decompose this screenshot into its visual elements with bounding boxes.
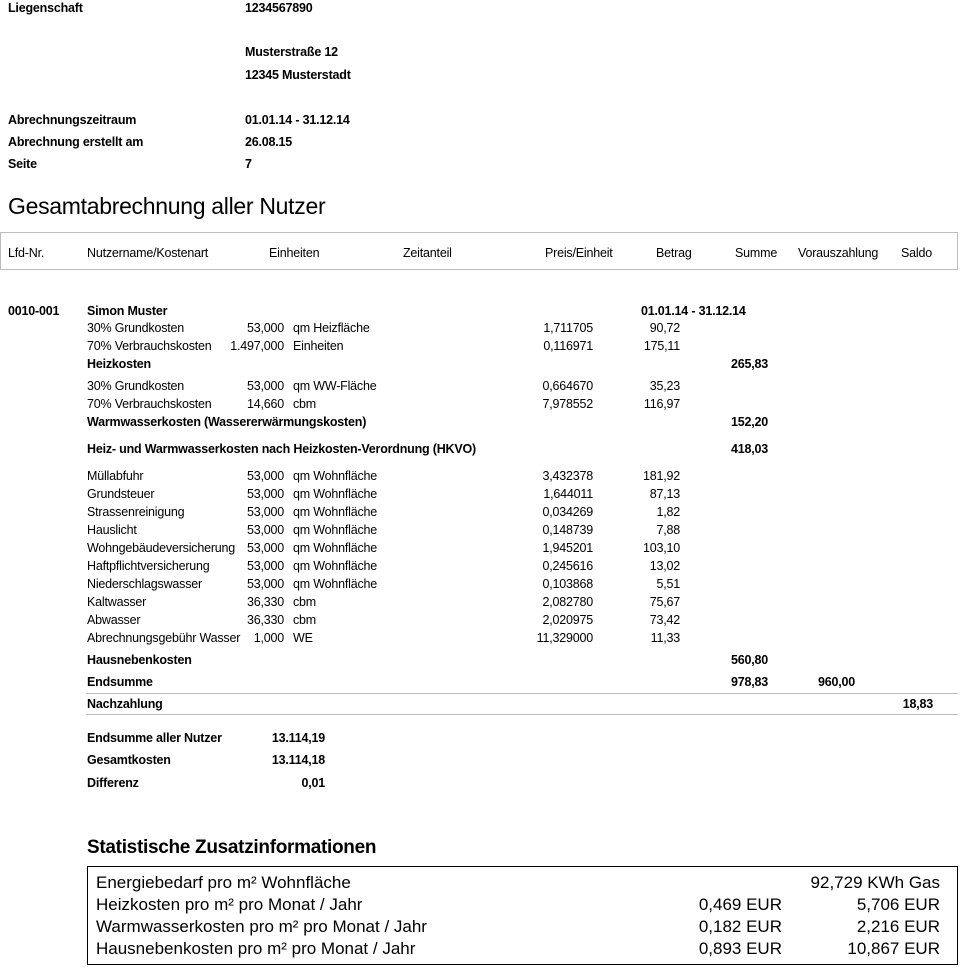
meta-value: 01.01.14 - 31.12.14 — [245, 113, 350, 127]
divider — [86, 714, 958, 715]
user-period: 01.01.14 - 31.12.14 — [641, 304, 746, 318]
cost-type: 70% Verbrauchskosten — [87, 397, 212, 411]
amount: 103,10 — [642, 541, 680, 555]
unit-price: 0,034269 — [542, 505, 593, 519]
units-value: 1,000 — [253, 631, 284, 645]
cost-type: Strassenreinigung — [87, 505, 185, 519]
unit-price: 0,116971 — [543, 339, 593, 353]
stats-row — [88, 895, 957, 917]
subtotal-label: Warmwasserkosten (Wassererwärmungskosten) — [87, 415, 367, 429]
amount: 90,72 — [649, 321, 680, 335]
unit-name: qm Wohnfläche — [293, 523, 378, 537]
stats-value-year: 5,706 EUR — [856, 895, 940, 914]
user-number: 0010-001 — [8, 304, 60, 318]
unit-name: cbm — [293, 595, 317, 609]
cost-type: Grundsteuer — [87, 487, 155, 501]
unit-name: qm Wohnfläche — [293, 577, 378, 591]
endsumme-value: 978,83 — [730, 675, 768, 689]
stats-row — [88, 873, 957, 895]
meta-value: 7 — [245, 157, 252, 171]
meta-value: Musterstraße 12 — [245, 45, 338, 59]
stats-value-year: 92,729 KWh Gas — [810, 873, 940, 892]
meta-label: Seite — [8, 157, 37, 171]
stats-value-year: 10,867 EUR — [847, 939, 940, 958]
units-value: 53,000 — [246, 379, 284, 393]
stats-row — [88, 939, 957, 961]
unit-price: 1,711705 — [543, 321, 593, 335]
unit-price: 0,664670 — [542, 379, 593, 393]
nachzahlung-label: Nachzahlung — [87, 697, 163, 711]
cost-type: 70% Verbrauchskosten — [87, 339, 212, 353]
col-header: Saldo — [901, 246, 932, 260]
unit-price: 1,945201 — [542, 541, 593, 555]
totals-value: 0,01 — [301, 776, 325, 790]
unit-name: qm Wohnfläche — [293, 505, 378, 519]
units-value: 53,000 — [246, 559, 284, 573]
amount: 175,11 — [643, 339, 680, 353]
units-value: 36,330 — [246, 595, 284, 609]
unit-name: qm Wohnfläche — [293, 487, 378, 501]
stats-title: Statistische Zusatzinformationen — [87, 837, 377, 858]
units-value: 1.497,000 — [230, 339, 284, 353]
page-title: Gesamtabrechnung aller Nutzer — [8, 193, 326, 219]
col-header: Summe — [735, 246, 778, 260]
units-value: 53,000 — [246, 577, 284, 591]
amount: 7,88 — [656, 523, 680, 537]
subtotal-label: Hausnebenkosten — [87, 653, 192, 667]
unit-price: 0,148739 — [542, 523, 593, 537]
col-header: Nutzername/Kostenart — [87, 246, 209, 260]
meta-value: 1234567890 — [245, 1, 313, 15]
saldo-value: 18,83 — [902, 697, 933, 711]
cost-type: Hauslicht — [87, 523, 137, 537]
col-header: Betrag — [656, 246, 692, 260]
unit-name: Einheiten — [293, 339, 344, 353]
col-header: Preis/Einheit — [545, 246, 613, 260]
hkvo-value: 418,03 — [730, 442, 768, 456]
units-value: 53,000 — [246, 505, 284, 519]
unit-price: 7,978552 — [542, 397, 593, 411]
units-value: 14,660 — [246, 397, 284, 411]
hkvo-label: Heiz- und Warmwasserkosten nach Heizkosten-Verordnung (HKVO) — [87, 442, 476, 456]
stats-value-month: 0,893 EUR — [698, 939, 782, 958]
cost-type: Abrechnungsgebühr Wasser — [87, 631, 241, 645]
amount: 73,42 — [649, 613, 680, 627]
meta-value: 26.08.15 — [245, 135, 293, 149]
stats-label: Energiebedarf pro m² Wohnfläche — [96, 873, 351, 892]
unit-name: qm Wohnfläche — [293, 469, 378, 483]
meta-label: Abrechnungszeitraum — [8, 113, 137, 127]
unit-name: qm Wohnfläche — [293, 559, 378, 573]
stats-table — [87, 866, 958, 965]
unit-name: cbm — [293, 397, 317, 411]
unit-price: 2,020975 — [542, 613, 593, 627]
units-value: 53,000 — [246, 469, 284, 483]
stats-row — [88, 917, 957, 939]
unit-price: 1,644011 — [543, 487, 593, 501]
amount: 13,02 — [649, 559, 680, 573]
stats-value-month: 0,469 EUR — [698, 895, 782, 914]
cost-type: Niederschlagswasser — [87, 577, 202, 591]
amount: 87,13 — [649, 487, 680, 501]
unit-price: 3,432378 — [542, 469, 593, 483]
column-header — [0, 232, 958, 270]
vorauszahlung-value: 960,00 — [817, 675, 855, 689]
divider — [86, 693, 958, 694]
unit-name: cbm — [293, 613, 317, 627]
cost-type: 30% Grundkosten — [87, 379, 185, 393]
stats-label: Warmwasserkosten pro m² pro Monat / Jahr — [96, 917, 427, 936]
amount: 5,51 — [656, 577, 680, 591]
stats-value-year: 2,216 EUR — [856, 917, 940, 936]
amount: 35,23 — [649, 379, 680, 393]
unit-price: 0,103868 — [542, 577, 593, 591]
unit-price: 0,245616 — [542, 559, 593, 573]
unit-name: qm Wohnfläche — [293, 541, 378, 555]
unit-name: qm WW-Fläche — [293, 379, 377, 393]
col-header: Lfd-Nr. — [8, 246, 45, 260]
cost-type: Kaltwasser — [87, 595, 147, 609]
cost-type: Müllabfuhr — [87, 469, 144, 483]
units-value: 53,000 — [246, 321, 284, 335]
endsumme-label: Endsumme — [87, 675, 153, 689]
amount: 181,92 — [642, 469, 680, 483]
unit-name: qm Heizfläche — [293, 321, 370, 335]
units-value: 53,000 — [246, 487, 284, 501]
stats-label: Heizkosten pro m² pro Monat / Jahr — [96, 895, 363, 914]
totals-label: Gesamtkosten — [87, 753, 171, 767]
meta-value: 12345 Musterstadt — [245, 68, 351, 82]
totals-value: 13.114,18 — [271, 753, 325, 767]
unit-price: 2,082780 — [542, 595, 593, 609]
amount: 11,33 — [650, 631, 680, 645]
units-value: 53,000 — [246, 541, 284, 555]
cost-type: Abwasser — [87, 613, 141, 627]
col-header: Zeitanteil — [403, 246, 452, 260]
unit-price: 11,329000 — [536, 631, 593, 645]
cost-type: Haftpflichtversicherung — [87, 559, 210, 573]
stats-value-month: 0,182 EUR — [698, 917, 782, 936]
totals-value: 13.114,19 — [271, 731, 325, 745]
cost-type: 30% Grundkosten — [87, 321, 185, 335]
cost-type: Wohngebäudeversicherung — [87, 541, 236, 555]
meta-label: Liegenschaft — [8, 1, 83, 15]
user-name: Simon Muster — [87, 304, 168, 318]
subtotal-label: Heizkosten — [87, 357, 151, 371]
col-header: Vorauszahlung — [798, 246, 879, 260]
meta-label: Abrechnung erstellt am — [8, 135, 144, 149]
amount: 116,97 — [643, 397, 680, 411]
totals-label: Differenz — [87, 776, 139, 790]
unit-name: WE — [293, 631, 313, 645]
units-value: 53,000 — [246, 523, 284, 537]
subtotal-value: 560,80 — [730, 653, 768, 667]
amount: 1,82 — [656, 505, 680, 519]
stats-label: Hausnebenkosten pro m² pro Monat / Jahr — [96, 939, 416, 958]
subtotal-value: 152,20 — [730, 415, 768, 429]
subtotal-value: 265,83 — [730, 357, 768, 371]
amount: 75,67 — [649, 595, 680, 609]
totals-label: Endsumme aller Nutzer — [87, 731, 222, 745]
units-value: 36,330 — [246, 613, 284, 627]
col-header: Einheiten — [269, 246, 320, 260]
